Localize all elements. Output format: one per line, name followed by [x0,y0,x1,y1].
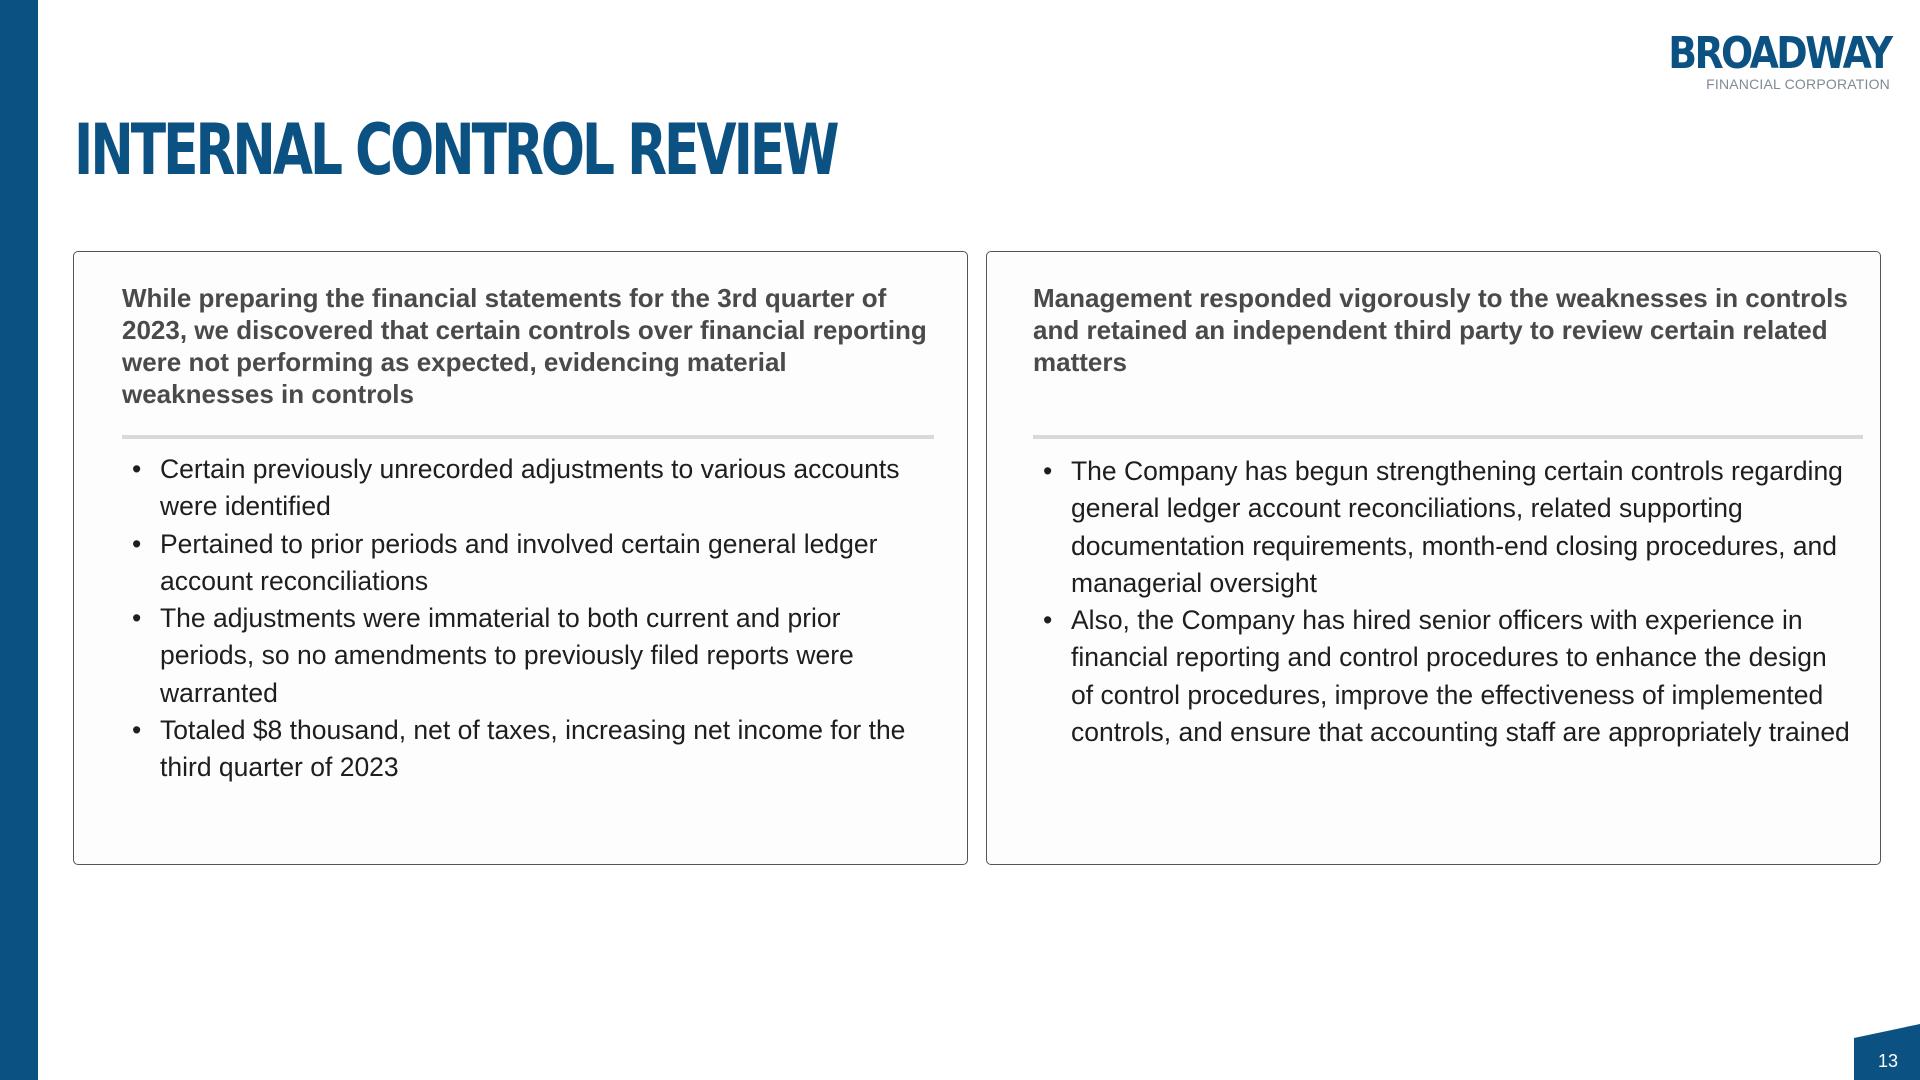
response-bullet-item: • The Company has begun strengthening certain controls regarding general ledger account reconciliations, related supporting documentation requirements, month-end closing procedures, and managerial oversight [1041,453,1851,602]
findings-divider [122,435,934,439]
findings-panel [73,251,968,865]
findings-bullet-item: • Totaled $8 thousand, net of taxes, increasing net income for the third quarter of 2023 [130,712,930,787]
findings-bullet-item: • Certain previously unrecorded adjustments to various accounts were identified [130,451,930,526]
response-heading: Management responded vigorously to the weaknesses in controls and retained an independent third party to review certain related matters [1033,283,1848,377]
company-logo [1667,28,1890,92]
logo-tagline: FINANCIAL CORPORATION [1706,76,1890,92]
logo-wordmark: BROADWAY [1667,28,1890,79]
slide-title: INTERNAL CONTROL REVIEW [74,109,837,191]
page-number: 13 [1877,1051,1898,1071]
findings-bullet-list [130,451,930,787]
findings-bullet-item: • Pertained to prior periods and involved certain general ledger account reconciliations [130,526,930,601]
left-accent-bar [0,0,38,1080]
findings-bullet-item: • The adjustments were immaterial to both current and prior periods, so no amendments to previously filed reports were warranted [130,600,930,712]
findings-heading: While preparing the financial statements for the 3rd quarter of 2023, we discovered that certain controls over financial reporting were not performing as expected, evidencing material weaknesses in controls [122,283,927,409]
response-bullet-list [1041,453,1851,751]
response-divider [1033,435,1863,439]
response-bullet-item: • Also, the Company has hired senior officers with experience in financial reporting and control procedures to enhance the design of control procedures, improve the effectiveness of implemented controls, and ensure that accounting staff are appropriately trained [1041,602,1851,751]
response-panel [986,251,1881,865]
